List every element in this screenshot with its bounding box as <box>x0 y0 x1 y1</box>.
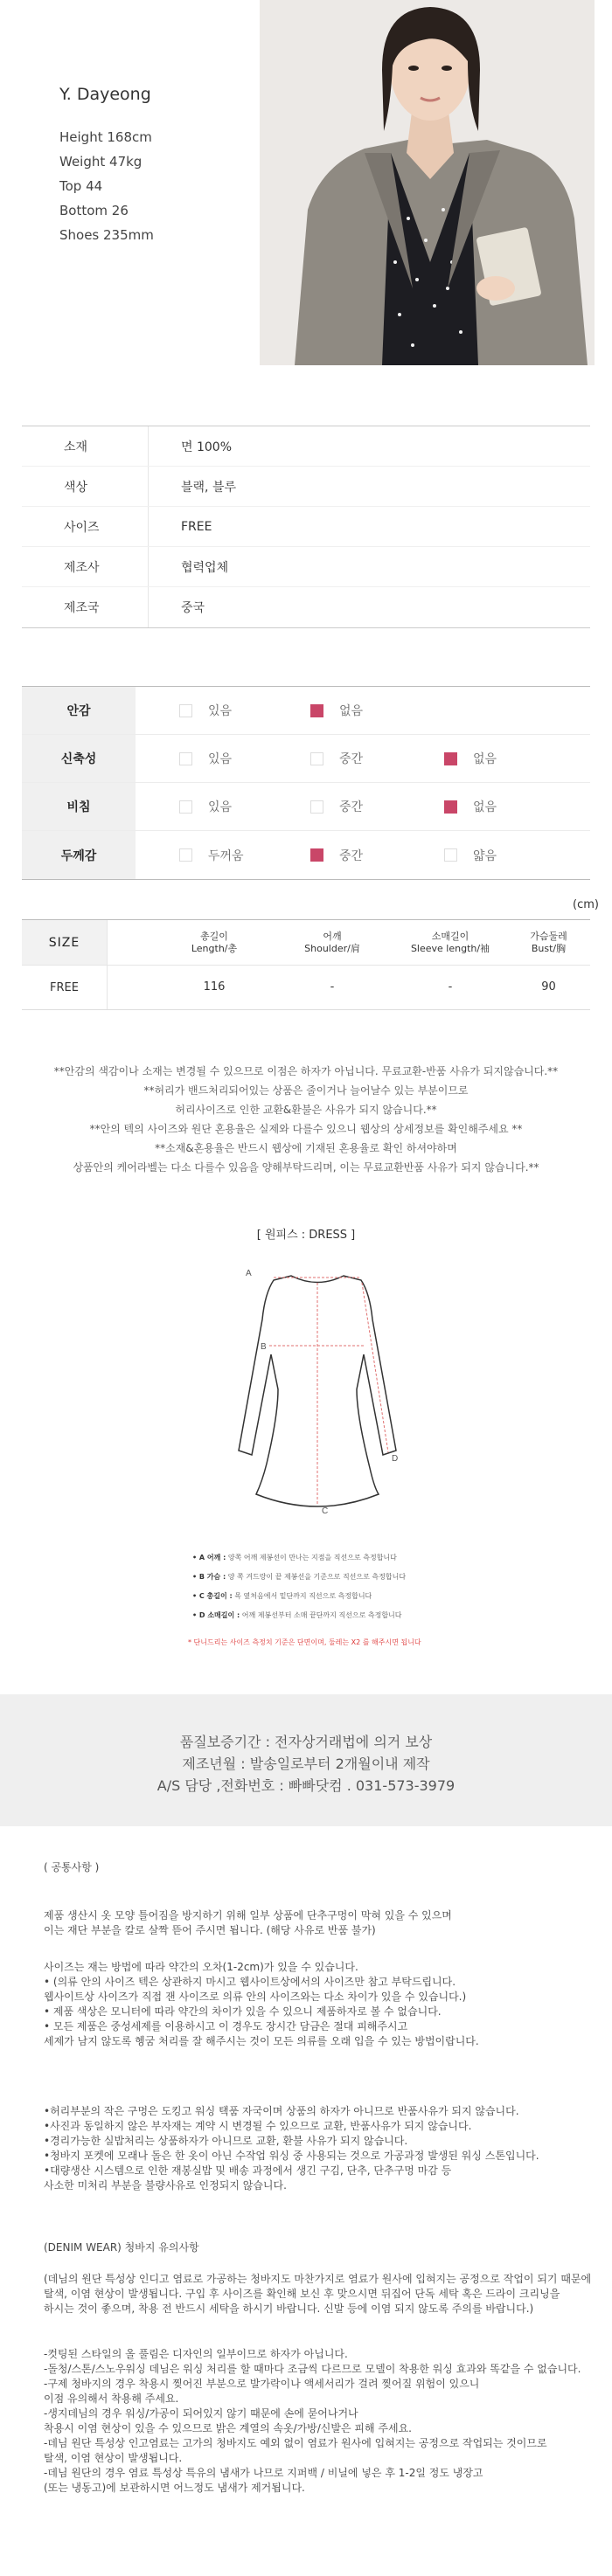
diagram-title: [ 원피스 : DRESS ] <box>256 1229 356 1242</box>
dress-diagram <box>208 1258 427 1520</box>
notice-line: **소재&혼용율은 반드시 웹상에 기재된 혼용율로 확인 하셔야하며 <box>155 1142 457 1154</box>
common-notes-title: ( 공통사항 ) <box>44 1861 100 1873</box>
size-value-shoulder: - <box>330 980 335 994</box>
notice-line: **안감의 색감이나 소재는 변경될 수 있으므로 이점은 하자가 아닙니다. 무료교환-반품 사유가 되지않습니다.** <box>53 1065 559 1077</box>
fabric-label: 색상 <box>22 467 149 506</box>
model-weight: Weight 47kg <box>59 154 143 170</box>
size-table-row <box>22 966 590 1009</box>
size-table <box>22 919 590 1010</box>
notice-line: **안의 텍의 사이즈와 원단 혼용율은 실제와 다를수 있으니 웹상의 상세정보를 확인해주세요 ** <box>89 1123 523 1135</box>
fabric-row-color <box>22 467 590 507</box>
fabric-info-table <box>22 426 590 628</box>
manufacture-date: 제조년월 : 발송일로부터 2개월이내 제작 <box>182 1755 430 1772</box>
denim-notes-paragraph: -컷팅된 스타일의 올 풀림은 디자인의 일부이므로 하자가 아닙니다. -돌청/스톤/스노우워싱 데님은 워싱 처리를 할 때마다 조금씩 다르므로 모델이 착용한 워싱 효과와 똑같을 수 없습니다. -구제 청바지의 경우 착용시 찢어진 부분으로 발가락이나 액세서리가 걸려 찢어질 위험이 있으니 이점 유의해서 착용해 주세요. -생지데님의 경우 워싱/가공이 되어있지 않기 때문에 손에 묻어나거나 착용시 이염 현상이 있을 수 있으므로 밝은 계열의 속옷/가방/신발은 피해 주세요. -데님 원단 특성상 인고염료는 고가의 청바지도 예외 없이 염료가 원사에 입혀지는 공정으로 작업되는 것이므로 탈색, 이염 현상이 발생됩니다. -데님 원단의 경우 염료 특성상 특유의 냄새가 나므로 지퍼백 / 비닐에 넣은 후 1-2일 정도 냉장고 (또는 냉동고)에 보관하시면 어느정도 냄새가 제거됩니다. <box>44 2348 581 2494</box>
warranty-box <box>0 1694 612 1826</box>
fabric-label: 제조국 <box>22 587 149 627</box>
checkbox <box>310 800 323 814</box>
notice-line: **허리가 밴드처리되어있는 상품은 줄이거나 늘어날수 있는 부분이므로 <box>143 1084 469 1097</box>
legend-shoulder: • A 어깨 : 양쪽 어깨 제봉선이 만나는 지점을 직선으로 측정합니다 <box>192 1554 397 1562</box>
size-col-shoulder: 어깨 Shoulder/肩 <box>304 930 360 954</box>
fabric-label: 제조사 <box>22 547 149 586</box>
feel-option: 중간 <box>310 847 363 864</box>
fabric-value: 협력업체 <box>181 560 229 575</box>
feel-label: 신축성 <box>22 735 136 782</box>
size-value-length: 116 <box>203 980 226 994</box>
model-section <box>0 0 612 367</box>
feel-label: 비침 <box>22 783 136 830</box>
model-shoes-size: Shoes 235mm <box>59 227 154 243</box>
checkbox-checked <box>310 704 323 717</box>
feel-row-sheerness <box>22 783 590 831</box>
size-value-bust: 90 <box>541 980 556 994</box>
feel-option: 중간 <box>310 798 363 815</box>
notice-line: 허리사이즈로 인한 교환&환불은 사유가 되지 않습니다.** <box>175 1104 437 1116</box>
feel-option: 두꺼움 <box>179 847 244 864</box>
feel-option: 있음 <box>179 702 232 719</box>
fabric-row-country <box>22 587 590 627</box>
legend-length: • C 총길이 : 목 옆처음에서 밑단까지 직선으로 측정합니다 <box>192 1592 372 1600</box>
feel-label: 안감 <box>22 687 136 734</box>
size-unit: (cm) <box>573 898 599 911</box>
common-notes-paragraph: 제품 생산시 옷 모양 틀어짐을 방지하기 위해 일부 상품에 단추구멍이 막혀 있을 수 있으며 이는 재단 부분을 칼로 살짝 뜯어 주시면 됩니다. (해당 사유로 반품 불가) <box>44 1909 452 1936</box>
common-notes-paragraph: 사이즈는 재는 방법에 따라 약간의 오차(1-2cm)가 있을 수 있습니다. • (의류 안의 사이즈 텍은 상관하지 마시고 웹사이트상에서의 사이즈만 참고 부탁드립니다. 웹사이트상 사이즈가 직접 잰 사이즈로 의류 안의 사이즈와는 다소 차이가 있을 수 있습니다.) • 제품 색상은 모니터에 따라 약간의 차이가 있을 수 있으니 제품하자로 볼 수 없습니다. • 모든 제품은 중성세제를 이용하시고 이 경우도 장시간 담금은 절대 피해주시고 세제가 남지 않도록 헹굼 처리를 잘 해주시는 것이 모든 의류를 오래 입을 수 있는 방법이랍니다. <box>44 1961 479 2047</box>
size-header-label: SIZE <box>48 935 80 950</box>
checkbox <box>179 848 192 862</box>
feel-option: 없음 <box>444 798 497 815</box>
feel-option: 없음 <box>310 702 363 719</box>
point-c-label: C <box>322 1506 329 1516</box>
feel-option: 있음 <box>179 750 232 767</box>
size-col-length: 총길이 Length/총 <box>191 930 238 954</box>
denim-notes-paragraph: (데님의 원단 특성상 인디고 염료로 가공하는 청바지도 마찬가지로 염료가 원사에 입혀지는 공정으로 작업이 되기 때문에 탈색, 이염 현상이 발생됩니다. 구입 후 사이즈를 확인해 보신 후 맞으시면 뒤집어 단독 세탁 혹은 드라이 크리닝을 하시는 것이 좋으며, 착용 전 반드시 세탁을 하시기 바랍니다. 신발 등에 이염 되지 않도록 주의를 바랍니다.) <box>44 2273 592 2315</box>
warranty-period: 품질보증기간 : 전자상거래법에 의거 보상 <box>179 1734 433 1750</box>
size-col-sleeve: 소매길이 Sleeve length/袖 <box>410 930 490 954</box>
size-value-sleeve: - <box>448 980 453 994</box>
point-a-label: A <box>246 1269 252 1278</box>
legend-bust: • B 가슴 : 양 쪽 겨드랑이 끝 제봉선을 기준으로 직선으로 측정합니다 <box>192 1573 407 1581</box>
model-name: Y. Dayeong <box>59 85 151 104</box>
feel-row-thickness <box>22 831 590 879</box>
checkbox <box>179 800 192 814</box>
feel-option: 중간 <box>310 750 363 767</box>
common-notes-paragraph: •허리부분의 작은 구멍은 도킹고 워싱 택품 자국이며 상품의 하자가 아니므로 반품사유가 되지 않습니다. •사진과 동일하지 않은 부자재는 계약 시 변경될 수 있으므로 교환, 반품사유가 되지 않습니다. •경리가능한 실밥처리는 상품하자가 아니므로 교환, 환불 사유가 되지 않습니다. •청바지 포켓에 모래나 돌은 한 옷이 아닌 수작업 워싱 중 사용되는 것으로 가공과정 발생된 워싱 스톤입니다. •대량생산 시스템으로 인한 재봉실밥 및 배송 과정에서 생긴 구김, 단추, 단추구멍 마감 등 사소한 미처리 부분을 불량사유로 인정되지 않습니다. <box>44 2105 539 2192</box>
model-photo <box>260 0 595 365</box>
fabric-feel-table <box>22 686 590 880</box>
feel-option: 얇음 <box>444 847 497 864</box>
feel-label: 두께감 <box>22 831 136 879</box>
measurement-note: * 단니드리는 사이즈 측정치 기준은 단면이며, 둘레는 X2 를 해주시면 됩니다 <box>188 1638 421 1646</box>
fabric-value: 중국 <box>181 601 205 615</box>
feel-option: 없음 <box>444 750 497 767</box>
fabric-value: 블랙, 블루 <box>181 480 236 495</box>
checkbox <box>179 704 192 717</box>
checkbox-checked <box>310 848 323 862</box>
size-col-bust: 가슴둘레 Bust/胸 <box>530 930 567 954</box>
fabric-row-material <box>22 426 590 467</box>
model-height: Height 168cm <box>59 129 152 145</box>
model-bottom-size: Bottom 26 <box>59 203 129 218</box>
fabric-label: 소재 <box>22 426 149 466</box>
fabric-value: 면 100% <box>181 440 232 454</box>
size-table-header <box>22 920 590 966</box>
denim-notes-title: (DENIM WEAR) 청바지 유의사항 <box>44 2241 199 2254</box>
fabric-value: FREE <box>181 519 212 534</box>
point-d-label: D <box>392 1454 399 1464</box>
as-contact: A/S 담당 ,전화번호 : 빠빠닷컴 . 031-573-3979 <box>156 1777 456 1794</box>
size-name: FREE <box>50 980 79 994</box>
feel-row-lining <box>22 687 590 735</box>
model-top-size: Top 44 <box>59 178 103 194</box>
fabric-label: 사이즈 <box>22 507 149 546</box>
legend-sleeve: • D 소매길이 : 어깨 제봉선부터 소매 끝단까지 직선으로 측정합니다 <box>192 1611 402 1619</box>
checkbox <box>310 752 323 765</box>
feel-row-stretch <box>22 735 590 783</box>
fabric-row-size <box>22 507 590 547</box>
feel-option: 있음 <box>179 798 232 815</box>
checkbox-checked <box>444 752 457 765</box>
checkbox-checked <box>444 800 457 814</box>
point-b-label: B <box>261 1342 267 1352</box>
checkbox <box>179 752 192 765</box>
checkbox <box>444 848 457 862</box>
fabric-row-maker <box>22 547 590 587</box>
notice-line: 상품안의 케어라벨는 다소 다를수 있음을 양해부탁드리며, 이는 무료교환반품 사유가 되지 않습니다.** <box>73 1161 539 1174</box>
